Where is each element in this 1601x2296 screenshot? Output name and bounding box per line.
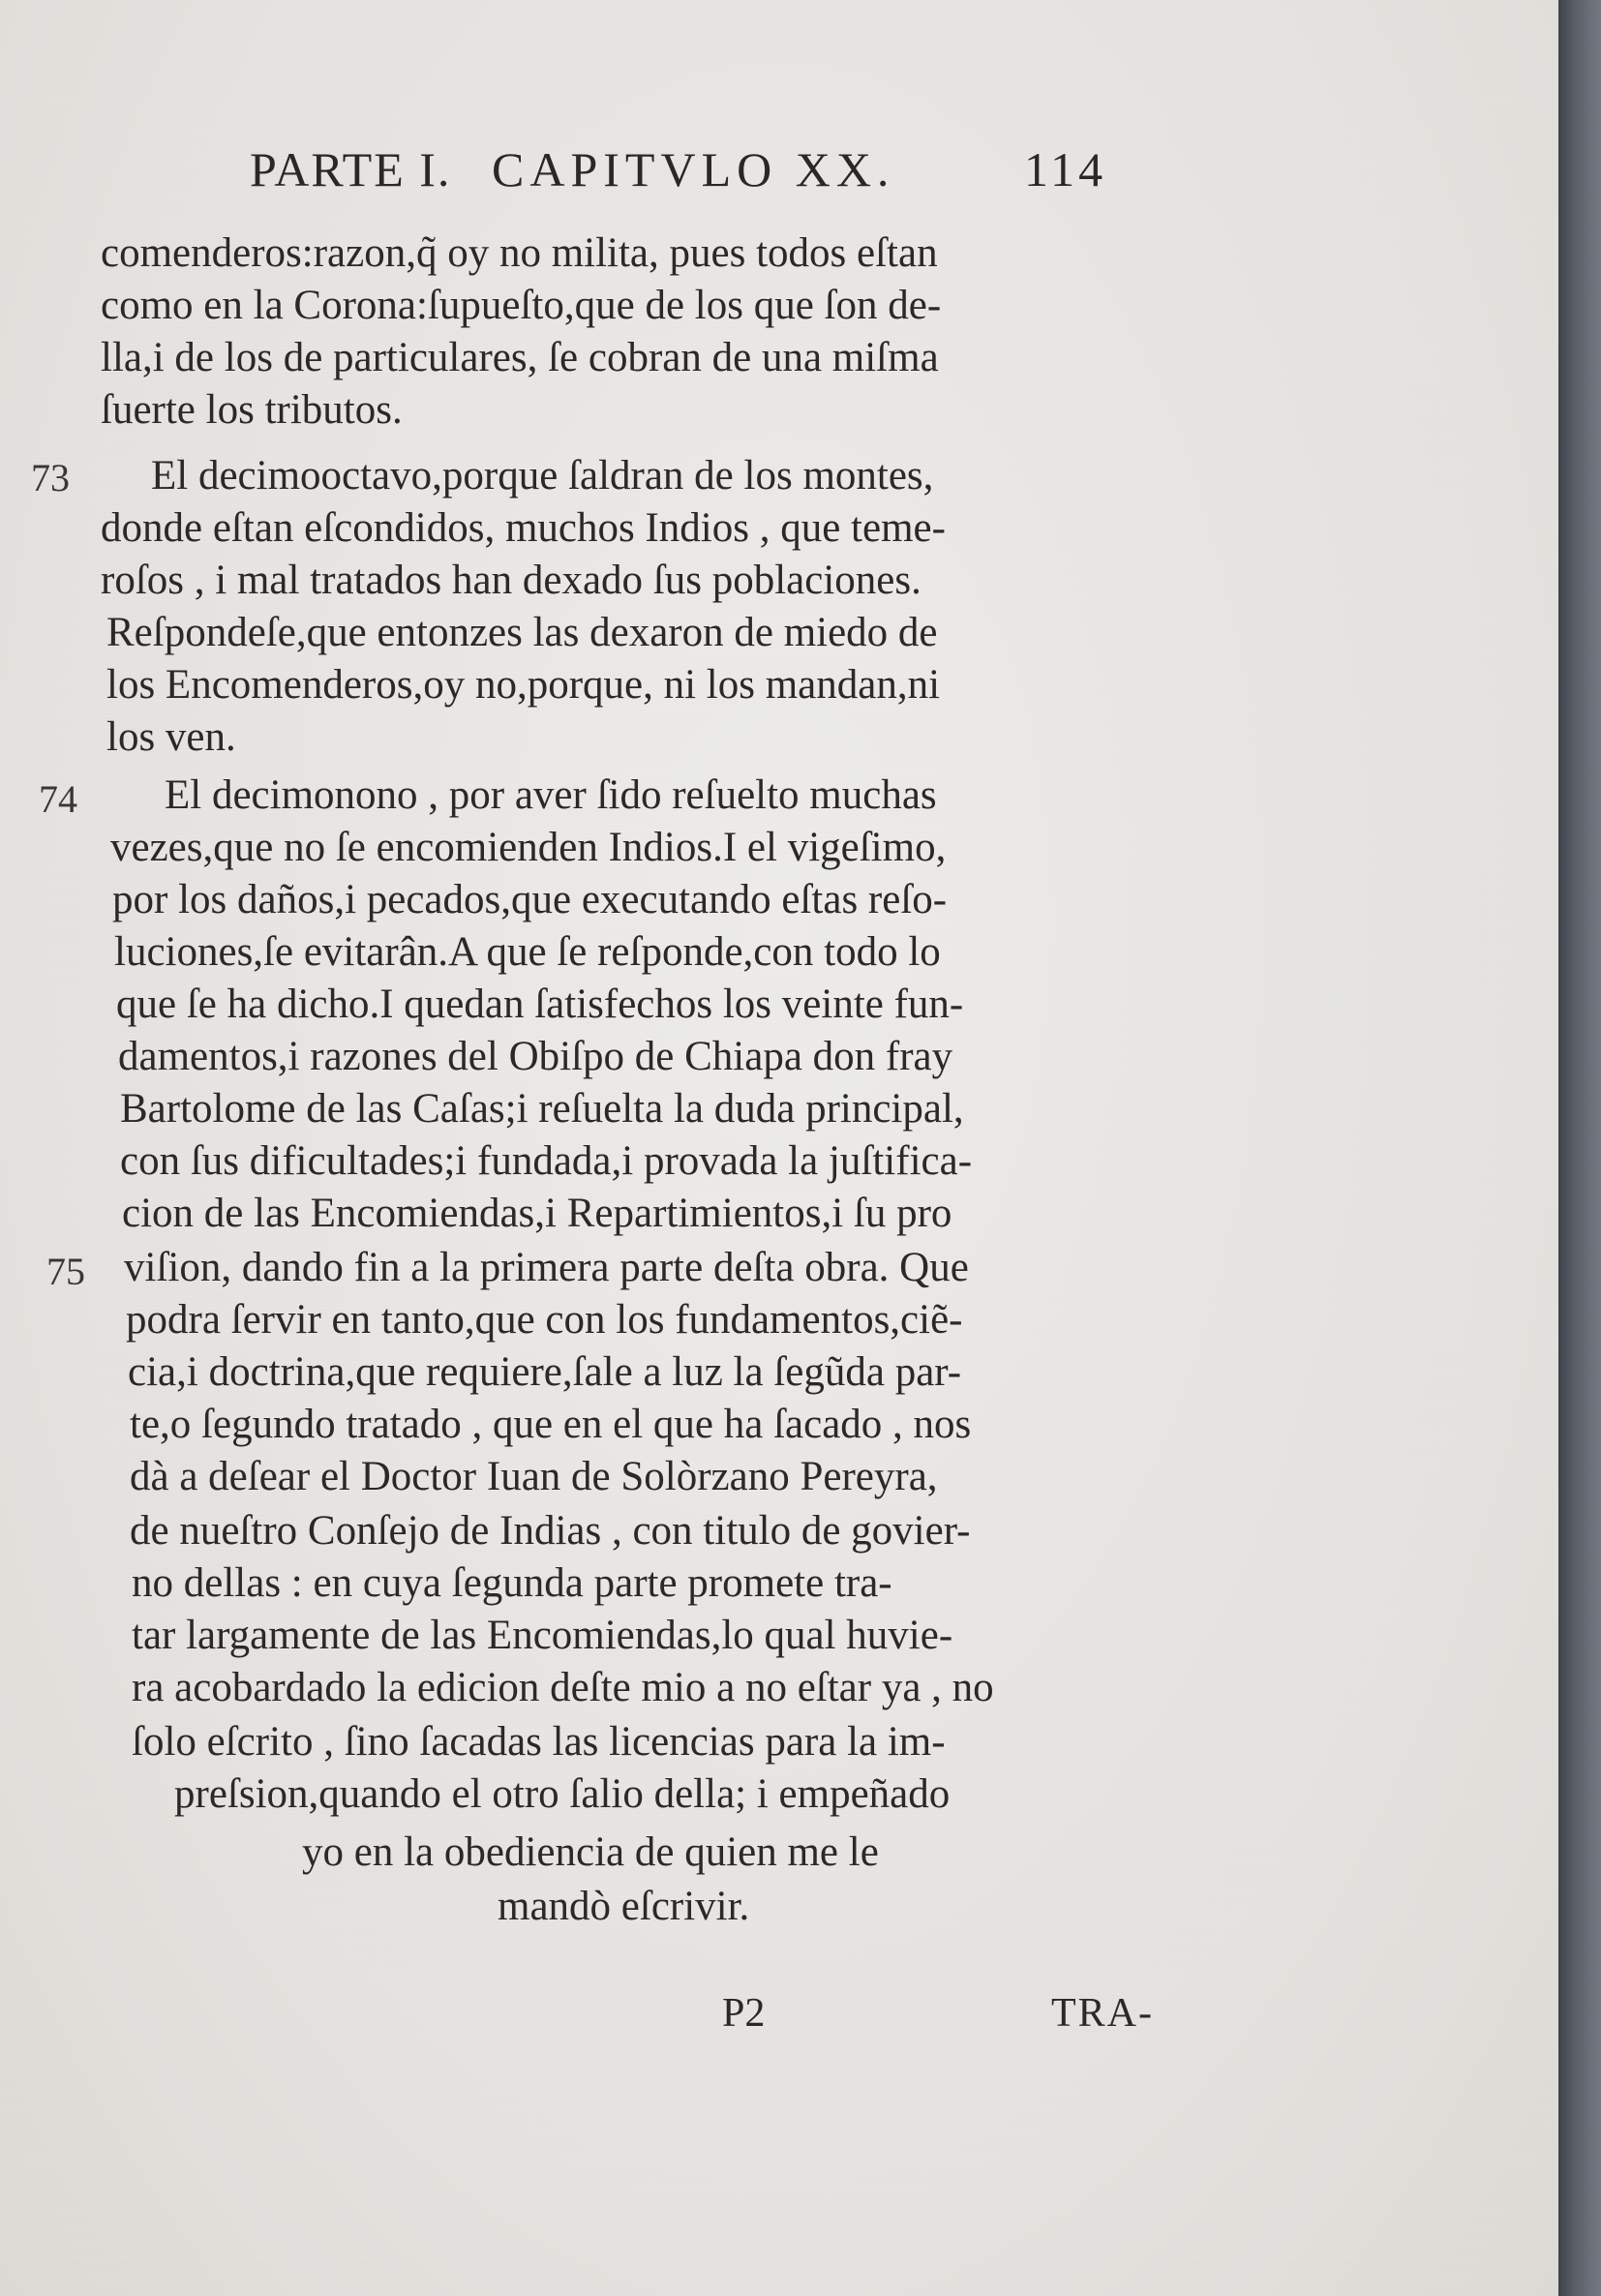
text-line: Reſpondeſe,que entonzes las dexaron de miedo de xyxy=(106,610,938,655)
text-line: vezes,que no ſe encomienden Indios.I el vigeſimo, xyxy=(110,825,947,870)
text-line: te,o ſegundo tratado , que en el que ha ſacado , nos xyxy=(130,1402,972,1447)
margin-number: 75 xyxy=(46,1250,85,1293)
text-line: ſuerte los tributos. xyxy=(101,387,403,433)
text-line: donde eſtan eſcondidos, muchos Indios , que teme- xyxy=(101,505,946,551)
signature-mark: P2 xyxy=(722,1991,766,2036)
catchword: TRA- xyxy=(1051,1991,1154,2036)
header-chapter: CAPITVLO XX. xyxy=(492,142,895,196)
text-line: tar largamente de las Encomiendas,lo qual huvie- xyxy=(132,1613,953,1658)
text-line: Bartolome de las Caſas;i reſuelta la duda principal, xyxy=(120,1086,964,1132)
text-line: comenderos:razon,q̃ oy no milita, pues todos eſtan xyxy=(101,230,938,276)
text-line: lla,i de los de particulares, ſe cobran de una miſma xyxy=(101,335,939,380)
text-line: con ſus dificultades;i fundada,i provada la juſtifica- xyxy=(120,1138,973,1184)
text-line: no dellas : en cuya ſegunda parte promete tra- xyxy=(132,1560,892,1606)
text-line: roſos , i mal tratados han dexado ſus poblaciones. xyxy=(101,558,921,603)
text-line: El decimooctavo,porque ſaldran de los montes, xyxy=(151,453,934,498)
background-edge xyxy=(1558,0,1601,2296)
margin-number: 73 xyxy=(31,456,70,499)
text-line: yo en la obediencia de quien me le xyxy=(302,1829,879,1875)
text-line: que ſe ha dicho.I quedan ſatisfechos los veinte fun- xyxy=(116,982,964,1027)
margin-number: 74 xyxy=(39,777,77,821)
text-line: mandò eſcrivir. xyxy=(498,1884,750,1929)
header-part: PARTE I. xyxy=(250,142,452,196)
text-line: como en la Corona:ſupueſto,que de los que ſon de- xyxy=(101,283,942,328)
text-line: por los daños,i pecados,que executando eſtas reſo- xyxy=(112,877,948,922)
text-line: podra ſervir en tanto,que con los fundamentos,ciẽ- xyxy=(126,1297,963,1343)
text-line: viſion, dando fin a la primera parte deſta obra. Que xyxy=(124,1245,969,1290)
text-line: los Encomenderos,oy no,porque, ni los mandan,ni xyxy=(106,662,941,708)
text-line: luciones,ſe evitarân.A que ſe reſponde,con todo lo xyxy=(114,929,941,975)
page-number: 114 xyxy=(1024,142,1107,196)
text-line: dà a deſear el Doctor Iuan de Solòrzano Pereyra, xyxy=(130,1454,938,1499)
text-line: damentos,i razones del Obiſpo de Chiapa don fray xyxy=(118,1034,953,1079)
running-header xyxy=(250,136,1160,203)
text-line: El decimonono , por aver ſido reſuelto muchas xyxy=(165,772,937,818)
text-line: preſsion,quando el otro ſalio della; i empeñado xyxy=(174,1771,951,1817)
text-line: cia,i doctrina,que requiere,ſale a luz la ſegũda par- xyxy=(128,1349,962,1395)
text-line: cion de las Encomiendas,i Repartimientos,i ſu pro xyxy=(122,1191,952,1236)
text-line: ſolo eſcrito , ſino ſacadas las licencias para la im- xyxy=(132,1719,946,1765)
text-line: de nueſtro Conſejo de Indias , con titulo de govier- xyxy=(130,1508,971,1554)
text-line: ra acobardado la edicion deſte mio a no eſtar ya , no xyxy=(132,1665,994,1710)
text-line: los ven. xyxy=(106,714,236,760)
